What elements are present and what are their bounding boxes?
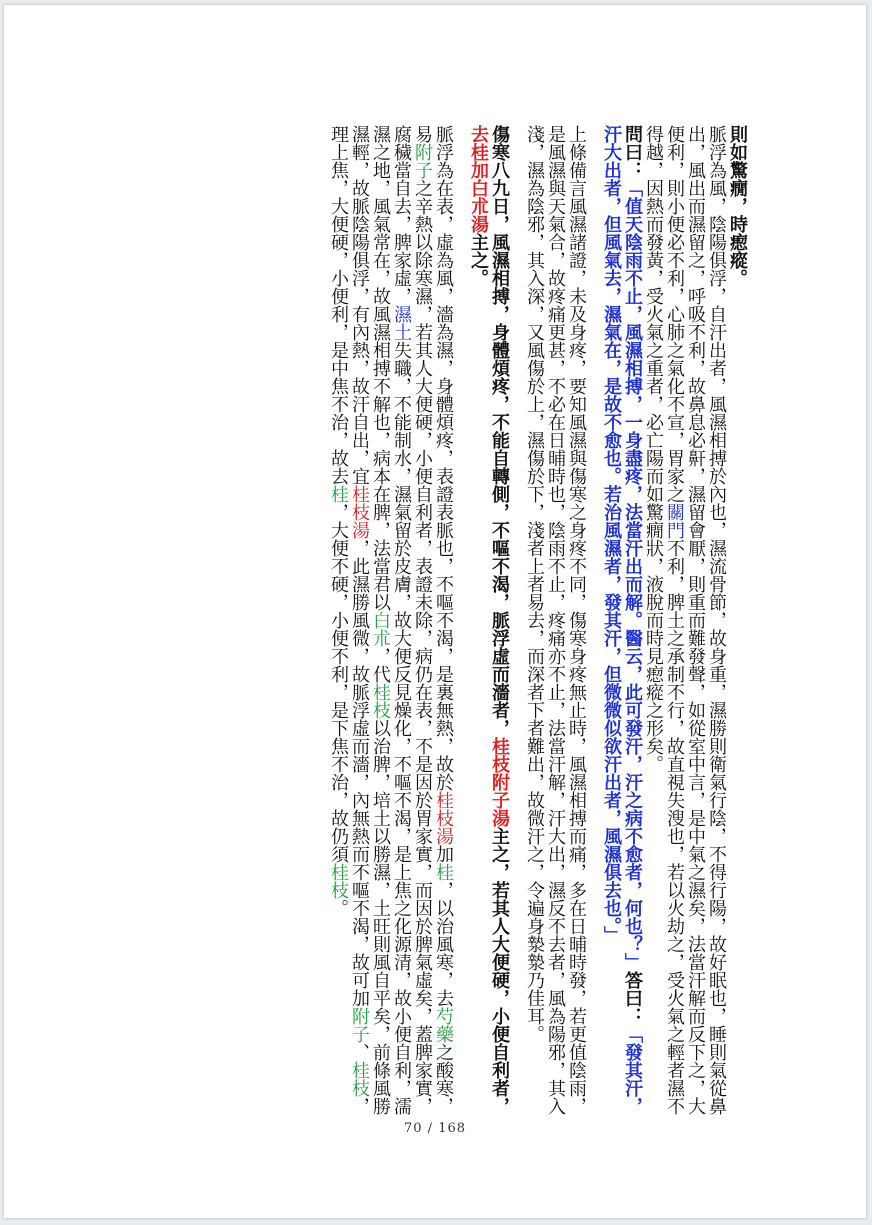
- herb-name: 桂枝: [328, 863, 349, 899]
- text-run: 以治脾，培土以勝濕，土旺則風自平矣，前條風勝濕輕，故脈陰陽俱浮，有內熱，故汗自出，宜: [349, 125, 391, 1115]
- clause-text-c: 主之。: [468, 233, 489, 287]
- heading-text: 則如驚癇，時瘛瘲。: [727, 125, 748, 287]
- herb-name: 芍藥: [433, 1007, 454, 1043]
- herb-name: 附子: [349, 1007, 370, 1043]
- clause-text-a: 傷寒八九日，風濕相搏，身體煩疼，不能自轉側，不嘔不渴，脈浮虛而濇者，: [489, 125, 510, 737]
- question-prefix: 問曰：: [622, 125, 643, 179]
- highlight-term: 關門: [664, 503, 685, 539]
- document-page: [4, 5, 866, 1218]
- text-run: 之酸寒，易: [412, 125, 454, 1115]
- highlight-term: 濕土: [391, 305, 412, 341]
- para1-text-b: 不利，脾土之承制不行，故直視失溲也，若以火劫之，受火氣之輕者濕不得越，因熱而發黃，受火氣之重者，必亡陽而如驚癇狀，液脫而時見瘛瘲之形矣。: [643, 125, 685, 1115]
- herb-name: 桂: [328, 485, 349, 503]
- herb-name: 桂枝: [349, 1061, 370, 1097]
- commentary-paragraph-3: [328, 125, 454, 1115]
- answer-prefix: 答曰：: [622, 971, 643, 1025]
- page-total: 168: [438, 1121, 467, 1136]
- formula-name: 桂枝湯: [433, 791, 454, 845]
- commentary-paragraph-2: [524, 125, 587, 1115]
- answer-quote: 「發其汗，汗大出者，但風氣去，濕氣在，是故不愈也。若治風濕者，發其汗，但微微似欲汗出者，風濕俱去也。」: [601, 125, 643, 1115]
- page-number: [4, 1121, 866, 1136]
- clause-paragraph: [468, 125, 510, 1115]
- text-run: ，大便不硬，小便不利，是下焦不治，故仍須: [328, 503, 349, 863]
- formula-name: 去桂加白朮湯: [468, 125, 489, 233]
- text-run: ，理上焦，大便硬，小便利，是中焦不治，故去: [328, 125, 370, 1115]
- formula-name: 桂枝附子湯: [489, 737, 510, 827]
- text-run: ，此濕勝風微，故脈浮虛而濇，內無熱而不嘔不渴，故可加: [349, 539, 370, 1007]
- commentary-paragraph-1: [643, 125, 727, 1115]
- herb-name: 附子: [412, 143, 433, 179]
- text-run: 、: [349, 1043, 370, 1061]
- question-quote: 「值天陰雨不止，風濕相搏，一身盡疼，法當汗出而解。醫云，此可發汗，汗之病不愈者，何也？」: [622, 179, 643, 971]
- text-run: 脈浮為在表，虛為風，濇為濕，身體煩疼，表證表脈也，不嘔不渴，是裏無熱，故於: [433, 125, 454, 791]
- text-run: ，代: [370, 647, 391, 683]
- question-answer-paragraph: [601, 125, 643, 1115]
- herb-name: 桂枝: [370, 683, 391, 719]
- text-run: 之辛熱以除寒濕，若其人大便硬，小便自利者，表證未除，病仍在表，不是因於胃家實，而因於脾氣虛矣，蓋脾家實，腐穢當自去，脾家虛，: [391, 125, 433, 1115]
- herb-name: 桂: [433, 863, 454, 881]
- heading-clause-1: [727, 125, 748, 1115]
- text-run: ，以治風寒，去: [433, 881, 454, 1007]
- page-separator: /: [427, 1121, 434, 1136]
- para3-text: 上條備言風濕諸證，未及身疼，要知風濕與傷寒之身疼不同，傷寒身疼無止時，風濕相搏而痛，多在日晡時發，若更值陰雨，是風濕與天氣合，故疼痛更甚，不必在日晡時也，陰雨不止，疼痛亦不止，法當汗解，汗大出，濕反不去者，風為陽邪，其入淺，濕為陰邪，其入深，又風傷於上，濕傷於下，淺者上者易去，而深者下者難出，故微汗之，令遍身漐漐乃佳耳。: [524, 125, 587, 1115]
- para1-text: 脈浮為風，陰陽俱浮，自汗出者，風濕相搏於內也，濕流骨節，故身重，濕勝則衛氣行陰，不得行陽，故好眠也，睡則氣從鼻出，風出而濕留之，呼吸不利，故鼻息必鼾，濕留會厭，則重而難發聲，如從室中言，是中氣之濕矣，法當汗解而反下之，大便利，則小便必不利，心肺之氣化不宣，胃家之: [664, 125, 727, 1115]
- herb-name: 白朮: [370, 611, 391, 647]
- formula-name: 桂枝湯: [349, 485, 370, 539]
- text-run: 。: [328, 899, 349, 917]
- text-run: 失職，不能制水，濕氣留於皮膚，故大便反見燥化，不嘔不渴，是上焦之化源清，故小便自利，濡濕之地，風氣常在，故風濕相搏不解也，病本在脾，法當君以: [370, 125, 412, 1115]
- clause-text-b: 主之，若其人大便硬，小便自利者，: [489, 827, 510, 1115]
- vertical-text-body: [314, 125, 748, 1115]
- page-current: 70: [403, 1121, 423, 1136]
- text-run: 加: [433, 845, 454, 863]
